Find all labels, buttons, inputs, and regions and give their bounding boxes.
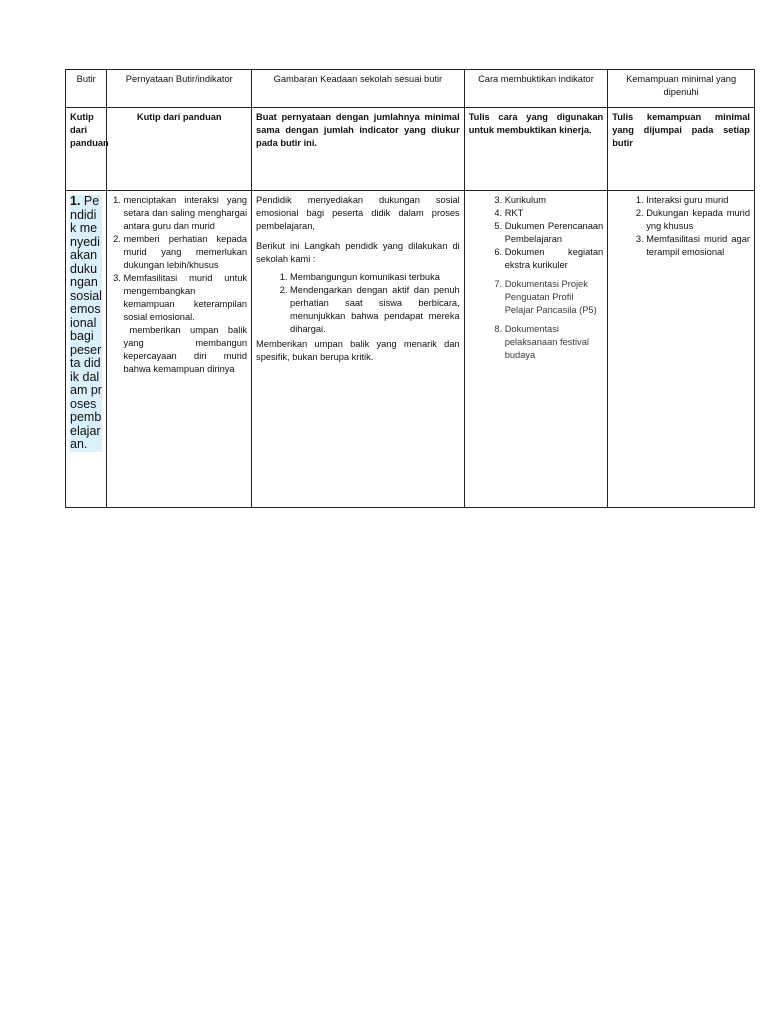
bukti-list: [469, 194, 604, 362]
gambaran-step: 1. Membangungun komunikasi terbuka: [290, 271, 460, 284]
header-cara: Cara membuktikan indikator: [464, 70, 608, 108]
bukti-item: 3. Kurikulum: [505, 194, 604, 207]
bukti-item: 7. Dokumentasi Projek Penguatan Profil Pelajar Pancasila (P5): [505, 278, 604, 317]
bukti-item: 4. RKT: [505, 207, 604, 220]
bukti-item: 5. Dukumen Perencanaan Pembelajaran: [505, 220, 604, 246]
butir-highlight: [70, 195, 102, 452]
guidance-gambaran: Buat pernyataan dengan jumlahnya minimal sama dengan jumlah indicator yang diukur pada butir ini.: [252, 108, 465, 191]
indicator-item: 1. menciptakan interaksi yang setara dan saling menghargai antara guru dan murid: [123, 194, 247, 233]
kemampuan-cell: [608, 191, 755, 508]
header-gambaran: Gambaran Keadaan sekolah sesuai butir: [252, 70, 465, 108]
indicator-extra: memberikan umpan balik yang membangun kepercayaan diri murid bahwa kemampuan dirinya: [123, 325, 248, 374]
header-row: [66, 70, 755, 108]
gambaran-closing: Memberikan umpan balik yang menarik dan spesifik, bukan berupa kritik.: [256, 339, 460, 362]
kemampuan-item: 2. Dukungan kepada murid yng khusus: [646, 207, 750, 233]
bukti-item: 6. Dokumen kegiatan ekstra kurikuler: [505, 246, 604, 272]
header-pernyataan: Pernyataan Butir/indikator: [107, 70, 252, 108]
butir-text: Pendidik menyediakan dukungan sosial emosional bagi peserta didik dalam proses pembelajaran.: [70, 194, 102, 451]
guidance-pernyataan: Kutip dari panduan: [107, 108, 252, 191]
kemampuan-item: 1. Interaksi guru murid: [646, 194, 750, 207]
kemampuan-list: [612, 194, 750, 259]
guidance-cara: Tulis cara yang digunakan untuk membuktikan kinerja.: [464, 108, 608, 191]
guidance-kemampuan: Tulis kemampuan minimal yang dijumpai pada setiap butir: [608, 108, 755, 191]
indicator-list: [111, 194, 247, 324]
header-butir: Butir: [66, 70, 107, 108]
gambaran-intro: Pendidik menyediakan dukungan sosial emosional bagi peserta didik dalam proses pembelajaran,: [256, 195, 460, 231]
kemampuan-item: 3. Memfasilitasi murid agar terampil emosional: [646, 233, 750, 259]
gambaran-cell: [252, 191, 465, 508]
guidance-row: [66, 108, 755, 191]
butir-number: 1.: [70, 194, 81, 208]
guidance-butir: Kutip dari panduan: [66, 108, 107, 191]
bukti-item: 8. Dokumentasi pelaksanaan festival budaya: [505, 323, 604, 362]
indicator-cell: [107, 191, 252, 508]
butir-cell: [66, 191, 107, 508]
header-kemampuan: Kemampuan minimal yang dipenuhi: [608, 70, 755, 108]
indicator-item: 2. memberi perhatian kepada murid yang memerlukan dukungan lebih/khusus: [123, 233, 247, 272]
gambaran-step: 2. Mendengarkan dengan aktif dan penuh perhatian saat siswa berbicara, menunjukkan bahwa pendapat mereka dihargai.: [290, 284, 460, 336]
rubric-table: [65, 69, 755, 508]
content-row: [66, 191, 755, 508]
indicator-item: 3. Memfasilitasi murid untuk mengembangkan kemampuan keterampilan sosial emosional.: [123, 272, 247, 324]
gambaran-steps: [256, 271, 460, 336]
bukti-cell: [464, 191, 608, 508]
gambaran-lead: Berikut ini Langkah pendidk yang dilakukan di sekolah kami :: [256, 241, 460, 264]
